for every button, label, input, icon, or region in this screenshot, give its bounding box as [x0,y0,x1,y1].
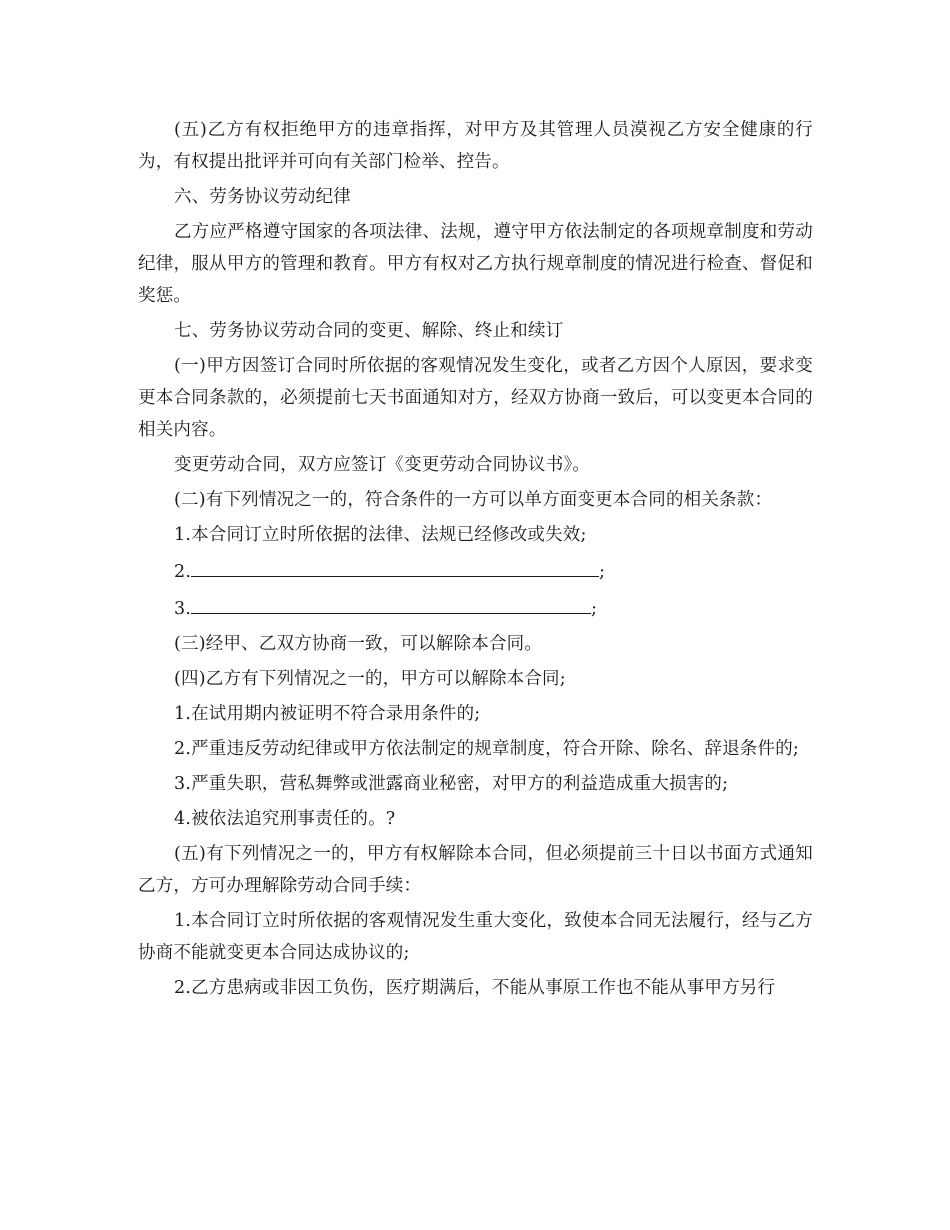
paragraph-discipline: 乙方应严格遵守国家的各项法律、法规，遵守甲方依法制定的各项规章制度和劳动纪律，服从甲方的管理和教育。甲方有权对乙方执行规章制度的情况进行检查、督促和奖惩。 [138,222,813,306]
blank-list-item [138,554,813,588]
blank-item-suffix: ; [599,562,606,582]
paragraph-notice-termination: (五)有下列情况之一的，甲方有权解除本合同，但必须提前三十日以书面方式通知乙方，方可办理解除劳动合同手续： [138,844,813,896]
section-heading-discipline: 六、劳务协议劳动纪律 [174,187,351,207]
blank-item-prefix: 2. [174,562,192,582]
blank-item-prefix: 3. [174,599,192,619]
blank-list-item [138,591,813,625]
blank-fill-line[interactable] [191,554,599,577]
blank-item-suffix: ; [591,599,598,619]
paragraph-employer-termination: (四)乙方有下列情况之一的，甲方可以解除本合同; [174,669,566,689]
paragraph-change-notice: (一)甲方因签订合同时所依据的客观情况发生变化，或者乙方因个人原因，要求变更本合同条款的，必须提前七天书面通知对方，经双方协商一致后，可以变更本合同的相关内容。 [138,356,813,440]
list-item-law-changed: 1.本合同订立时所依据的法律、法规已经修改或失效; [174,525,587,545]
paragraph-right-refuse: (五)乙方有权拒绝甲方的违章指挥，对甲方及其管理人员漠视乙方安全健康的行为，有权提出批评并可向有关部门检举、控告。 [138,120,813,172]
list-item-serious-violation: 2.严重违反劳动纪律或甲方依法制定的规章制度，符合开除、除名、辞退条件的; [174,739,799,759]
list-item-dereliction: 3.严重失职，营私舞弊或泄露商业秘密，对甲方的利益造成重大损害的; [174,774,729,794]
paragraph-change-agreement: 变更劳动合同，双方应签订《变更劳动合同协议书》。 [174,455,591,475]
list-item-criminal: 4.被依法追究刑事责任的。? [174,809,396,829]
section-heading-contract-change: 七、劳务协议劳动合同的变更、解除、终止和续订 [174,321,564,341]
paragraph-unilateral-change: (二)有下列情况之一的，符合条件的一方可以单方面变更本合同的相关条款： [174,490,773,510]
paragraph-mutual-termination: (三)经甲、乙双方协商一致，可以解除本合同。 [174,634,543,654]
blank-fill-line[interactable] [191,591,591,614]
list-item-probation: 1.在试用期内被证明不符合录用条件的; [174,704,481,724]
list-item-circumstance-change: 1.本合同订立时所依据的客观情况发生重大变化，致使本合同无法履行，经与乙方协商不能就变更本合同达成协议的; [138,911,813,963]
list-item-illness: 2.乙方患病或非因工负伤，医疗期满后，不能从事原工作也不能从事甲方另行 [174,978,776,998]
document-body [138,114,813,1007]
